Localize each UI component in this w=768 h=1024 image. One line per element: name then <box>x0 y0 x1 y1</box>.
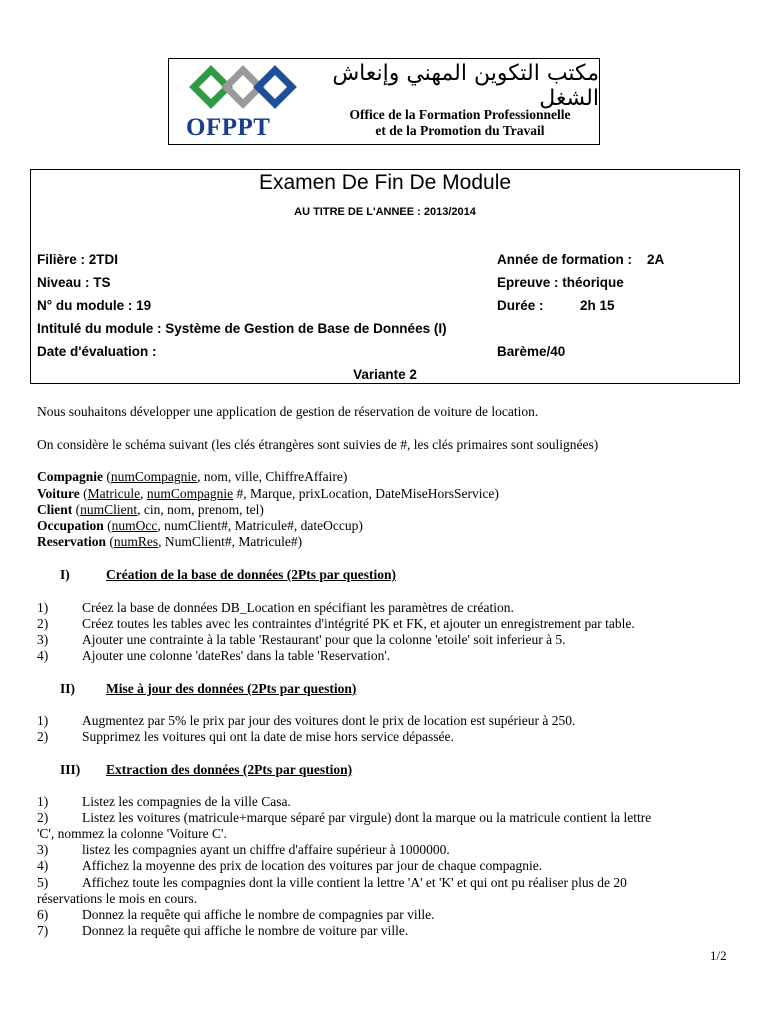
question-number: 1) <box>37 600 49 615</box>
question-number: 1) <box>37 794 49 809</box>
section-number: II) <box>60 681 76 696</box>
section-title: Extraction des données (2Pts par question) <box>106 762 353 777</box>
question-text: Créez toutes les tables avec les contraintes d'intégrité PK et FK, et ajouter un enregistrement par table. <box>82 616 635 631</box>
schema-table-name: Compagnie <box>37 469 104 484</box>
question-text: Listez les compagnies de la ville Casa. <box>82 794 291 809</box>
primary-key: numClient <box>80 502 138 517</box>
question-text: Ajouter une colonne 'dateRes' dans la table 'Reservation'. <box>82 648 391 663</box>
schema-occupation <box>37 518 363 534</box>
question-text: listez les compagnies ayant un chiffre d'affaire supérieur à 1000000. <box>82 842 450 857</box>
question-number: 4) <box>37 648 49 663</box>
question-number: 3) <box>37 632 49 647</box>
question-number: 7) <box>37 923 49 938</box>
primary-key: numRes <box>113 534 159 549</box>
question-text: Ajouter une contrainte à la table 'Restaurant' pour que la colonne 'etoile' soit inferieur à 5. <box>82 632 566 647</box>
schema-compagnie <box>37 469 347 485</box>
primary-key: Matricule <box>87 486 141 501</box>
question-continuation: 'C', nommez la colonne 'Voiture C'. <box>37 826 227 841</box>
schema-columns: , cin, nom, prenom, tel) <box>137 502 264 517</box>
schema-paren: ( <box>105 534 114 549</box>
schema-voiture <box>37 486 499 502</box>
question-text: Supprimez les voitures qui ont la date de mise hors service dépassée. <box>82 729 454 744</box>
section-number: I) <box>60 567 70 582</box>
primary-key: numCompagnie <box>146 486 234 501</box>
primary-key: numOcc <box>111 518 158 533</box>
question-text: Donnez la requête qui affiche le nombre de compagnies par ville. <box>82 907 435 922</box>
module-title: Intitulé du module : Système de Gestion de Base de Données (I) <box>37 321 447 336</box>
schema-table-name: Voiture <box>37 486 80 501</box>
question-number: 6) <box>37 907 49 922</box>
office-name <box>315 107 605 139</box>
schema-reservation <box>37 534 302 550</box>
question-number: 2) <box>37 810 49 825</box>
schema-paren: ( <box>103 518 112 533</box>
schema-table-name: Reservation <box>37 534 106 549</box>
exam-year-line: AU TITRE DE L'ANNEE : 2013/2014 <box>294 206 476 218</box>
intro-paragraph-1: Nous souhaitons développer une application de gestion de réservation de voiture de location. <box>37 404 539 419</box>
filiere: Filière : 2TDI <box>37 252 119 267</box>
question-number: 2) <box>37 616 49 631</box>
office-line-1: Office de la Formation Professionnelle <box>349 107 571 122</box>
schema-separator: , <box>140 486 147 501</box>
duree-value: 2h 15 <box>580 298 615 313</box>
question-text: Affichez toute les compagnies dont la ville contient la lettre 'A' et 'K' et qui ont pu réaliser plus de 20 <box>82 875 627 890</box>
question-text: Augmentez par 5% le prix par jour des voitures dont le prix de location est supérieur à 250. <box>82 713 576 728</box>
office-line-2: et de la Promotion du Travail <box>375 123 545 138</box>
question-number: 1) <box>37 713 49 728</box>
section-number: III) <box>60 762 81 777</box>
question-number: 4) <box>37 858 49 873</box>
schema-table-name: Occupation <box>37 518 104 533</box>
question-continuation: réservations le mois en cours. <box>37 891 198 906</box>
schema-table-name: Client <box>37 502 73 517</box>
schema-paren: ( <box>103 469 111 484</box>
niveau: Niveau : TS <box>37 275 111 290</box>
evaluation-date: Date d'évaluation : <box>37 344 157 359</box>
question-text: Affichez la moyenne des prix de location des voitures par jour de chaque compagnie. <box>82 858 543 873</box>
arabic-office-name: مكتب التكوين المهني وإنعاش الشغل <box>332 61 599 111</box>
intro-paragraph-2: On considère le schéma suivant (les clés étrangères sont suivies de #, les clés primaires sont soulignées) <box>37 437 599 452</box>
page-number: 1/2 <box>710 948 727 963</box>
schema-columns: , numClient#, Matricule#, dateOccup) <box>157 518 363 533</box>
question-number: 3) <box>37 842 49 857</box>
schema-columns: , nom, ville, ChiffreAffaire) <box>197 469 348 484</box>
duree-label: Durée : <box>497 298 544 313</box>
section-title: Création de la base de données (2Pts par question) <box>106 567 397 582</box>
question-text: Créez la base de données DB_Location en spécifiant les paramètres de création. <box>82 600 514 615</box>
ofppt-logo-icon <box>189 61 299 116</box>
exam-info-box <box>30 169 740 384</box>
exam-title: Examen De Fin De Module <box>258 171 512 194</box>
bareme: Barème/40 <box>497 344 566 359</box>
annee-formation-label: Année de formation : <box>497 252 633 267</box>
question-text: Donnez la requête qui affiche le nombre de voiture par ville. <box>82 923 409 938</box>
schema-columns: , NumClient#, Matricule#) <box>158 534 303 549</box>
question-number: 2) <box>37 729 49 744</box>
epreuve: Epreuve : théorique <box>497 275 624 290</box>
schema-client <box>37 502 264 518</box>
annee-formation-value: 2A <box>647 252 665 267</box>
schema-paren: ( <box>72 502 81 517</box>
section-title: Mise à jour des données (2Pts par question) <box>106 681 357 696</box>
schema-paren: ( <box>79 486 88 501</box>
question-number: 5) <box>37 875 49 890</box>
schema-columns: #, Marque, prixLocation, DateMiseHorsService) <box>233 486 499 501</box>
question-text: Listez les voitures (matricule+marque séparé par virgule) dont la marque ou la matricule contient la lettre <box>82 810 652 825</box>
variante: Variante 2 <box>353 367 417 382</box>
logo-text: OFPPT <box>186 114 271 141</box>
primary-key: numCompagnie <box>110 469 198 484</box>
module-number: N° du module : 19 <box>37 298 152 313</box>
header-box <box>168 58 600 145</box>
